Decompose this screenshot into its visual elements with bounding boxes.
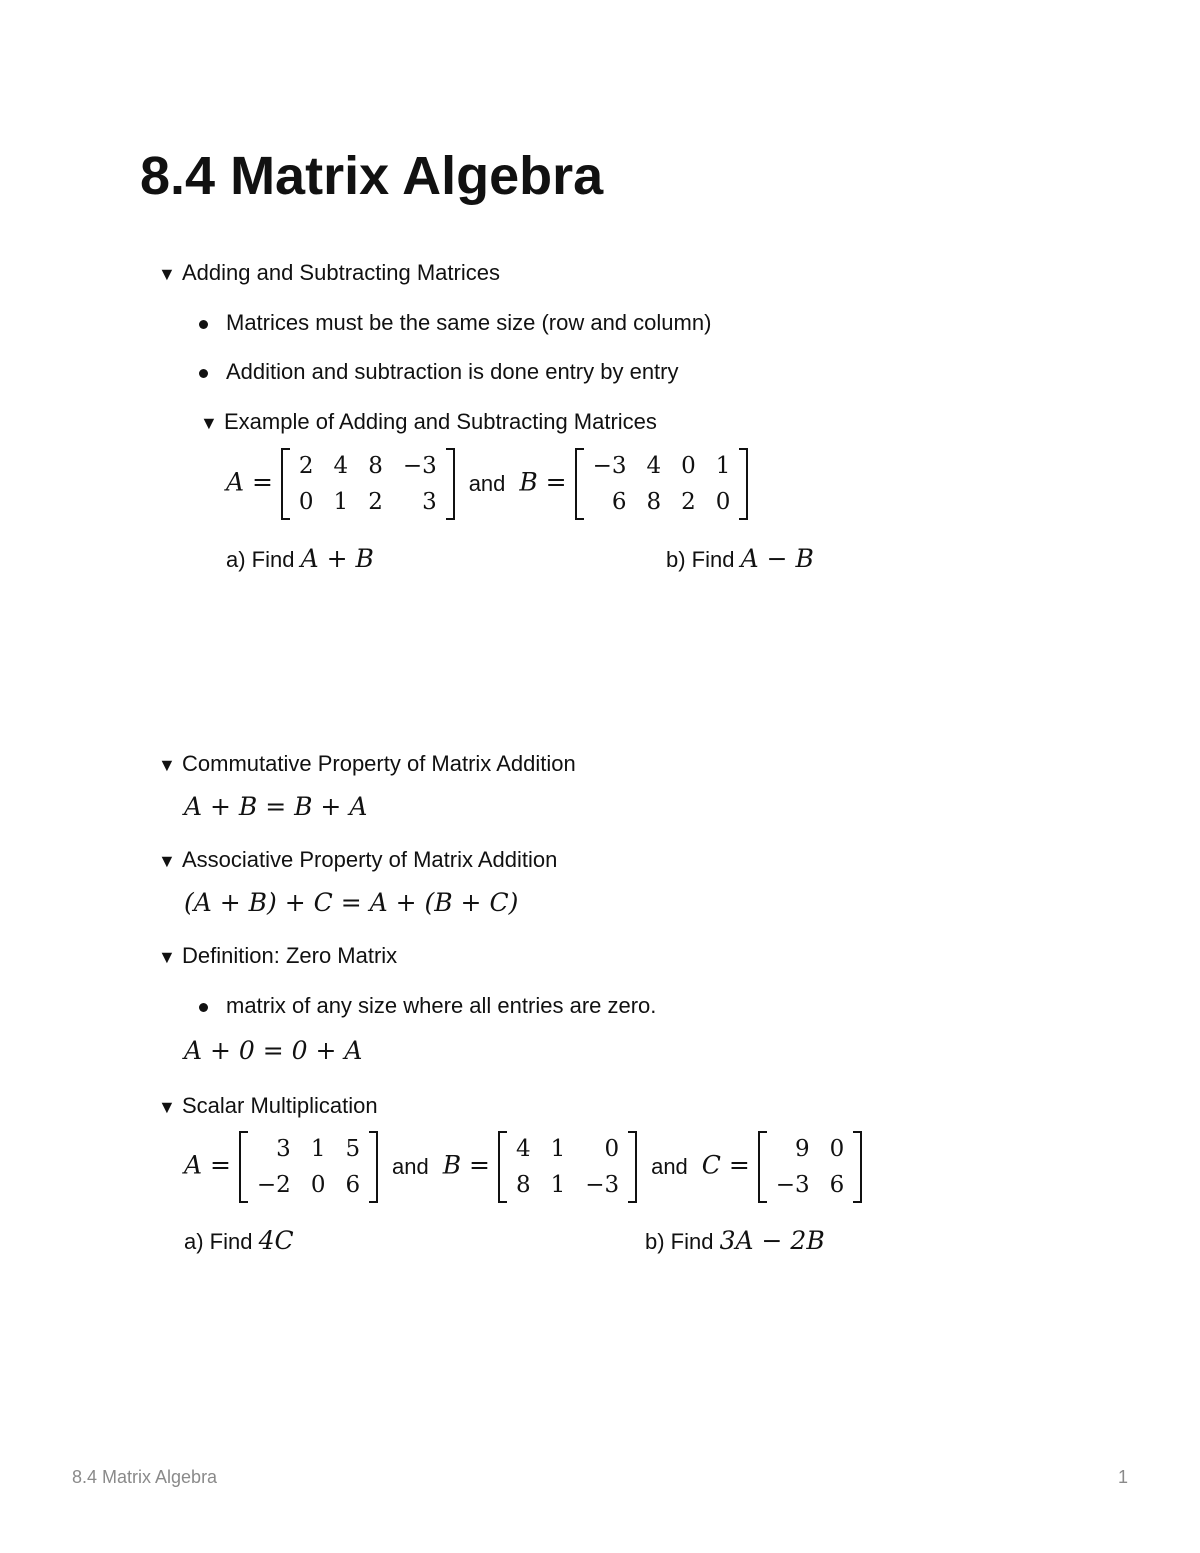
matrix-entry: 2 (298, 453, 314, 479)
exercise-expression: 3A − 2B (719, 1226, 825, 1255)
matrix-entry: 1 (310, 1136, 326, 1162)
toggle-zero-matrix[interactable] (158, 943, 397, 969)
exercise-label: b) Find (645, 1229, 714, 1254)
matrix-label: B = (442, 1150, 490, 1180)
triangle-down-icon: ▼ (200, 413, 218, 433)
bullet-icon (199, 369, 208, 378)
exercise-expression: A + B (300, 544, 374, 573)
matrix-entry: 0 (681, 453, 696, 479)
footer-title: 8.4 Matrix Algebra (72, 1467, 218, 1487)
matrix-entry: 3 (276, 1136, 291, 1162)
matrix-entry: 0 (715, 489, 731, 515)
matrix-entry: 4 (515, 1136, 531, 1162)
section-heading: Associative Property of Matrix Addition (182, 847, 558, 872)
matrix-entry: 4 (646, 453, 662, 479)
matrix-entry: 2 (368, 489, 383, 515)
matrix-c (758, 1131, 863, 1203)
triangle-down-icon: ▼ (158, 264, 176, 284)
matrix-entry: −2 (256, 1172, 291, 1198)
bullet-icon (199, 1003, 208, 1012)
exercise-b (666, 544, 814, 573)
section-heading: Adding and Subtracting Matrices (182, 260, 500, 285)
matrix-entry: 8 (515, 1172, 531, 1198)
triangle-down-icon: ▼ (158, 947, 176, 967)
list-item: Addition and subtraction is done entry by entry (226, 359, 679, 384)
formula: (A + B) + C = A + (B + C) (184, 888, 519, 917)
matrix-a (281, 448, 455, 520)
list-item: Matrices must be the same size (row and column) (226, 310, 712, 335)
conjunction: and (392, 1153, 429, 1179)
exercise-a (184, 1226, 294, 1255)
matrix-entry: −3 (402, 453, 437, 479)
matrix-b (575, 448, 749, 520)
exercise-expression: A − B (740, 544, 814, 573)
matrix-entry: 1 (550, 1172, 566, 1198)
matrix-entry: 0 (310, 1172, 326, 1198)
matrix-entry: −3 (585, 1172, 620, 1198)
matrix-entry: 4 (333, 453, 349, 479)
exercise-label: a) Find (184, 1229, 253, 1254)
matrix-entry: 6 (829, 1172, 845, 1198)
matrix-entry: 1 (715, 453, 731, 479)
matrix-entry: 1 (333, 489, 349, 515)
matrix-entry: 1 (550, 1136, 566, 1162)
conjunction: and (651, 1153, 688, 1179)
triangle-down-icon: ▼ (158, 755, 176, 775)
matrix-entry: 0 (298, 489, 314, 515)
toggle-scalar-multiplication[interactable] (158, 1093, 378, 1119)
triangle-down-icon: ▼ (158, 851, 176, 871)
section-heading: Scalar Multiplication (182, 1093, 378, 1118)
list-item: matrix of any size where all entries are zero. (226, 993, 657, 1018)
matrix-entry: 2 (681, 489, 696, 515)
section-heading: Definition: Zero Matrix (182, 943, 398, 968)
matrix-entry: 8 (646, 489, 662, 515)
matrix-entry: 9 (795, 1136, 810, 1162)
matrix-label: B = (519, 467, 567, 497)
exercise-a (226, 544, 374, 573)
conjunction: and (468, 470, 506, 496)
example-matrices (226, 448, 748, 520)
page-number: 1 (1118, 1467, 1129, 1487)
matrix-entry: 0 (604, 1136, 620, 1162)
triangle-down-icon: ▼ (158, 1097, 176, 1117)
matrix-label: A = (184, 1150, 231, 1180)
formula: A + 0 = 0 + A (184, 1036, 363, 1065)
exercise-label: b) Find (666, 547, 735, 572)
toggle-example[interactable] (200, 409, 657, 435)
page-title: 8.4 Matrix Algebra (140, 146, 604, 206)
formula: A + B = B + A (184, 792, 368, 821)
matrix-a (239, 1131, 378, 1203)
matrix-entry: 6 (345, 1172, 361, 1198)
matrix-label: C = (701, 1150, 750, 1180)
exercise-expression: 4C (258, 1226, 294, 1255)
exercise-b (645, 1226, 825, 1255)
toggle-associative[interactable] (158, 847, 557, 873)
section-heading: Commutative Property of Matrix Addition (182, 751, 576, 776)
matrix-entry: 8 (368, 453, 383, 479)
matrix-entry: −3 (592, 453, 627, 479)
section-heading: Example of Adding and Subtracting Matrices (224, 409, 657, 434)
matrix-entry: 0 (829, 1136, 845, 1162)
scalar-matrices (184, 1131, 862, 1203)
matrix-entry: 6 (611, 489, 627, 515)
matrix-entry: 5 (345, 1136, 361, 1162)
matrix-label: A = (226, 467, 273, 497)
exercise-label: a) Find (226, 547, 295, 572)
matrix-entry: −3 (775, 1172, 810, 1198)
matrix-entry: 3 (422, 489, 437, 515)
toggle-commutative[interactable] (158, 751, 576, 777)
bullet-icon (199, 320, 208, 329)
matrix-b (498, 1131, 637, 1203)
toggle-adding-subtracting[interactable] (158, 260, 500, 286)
